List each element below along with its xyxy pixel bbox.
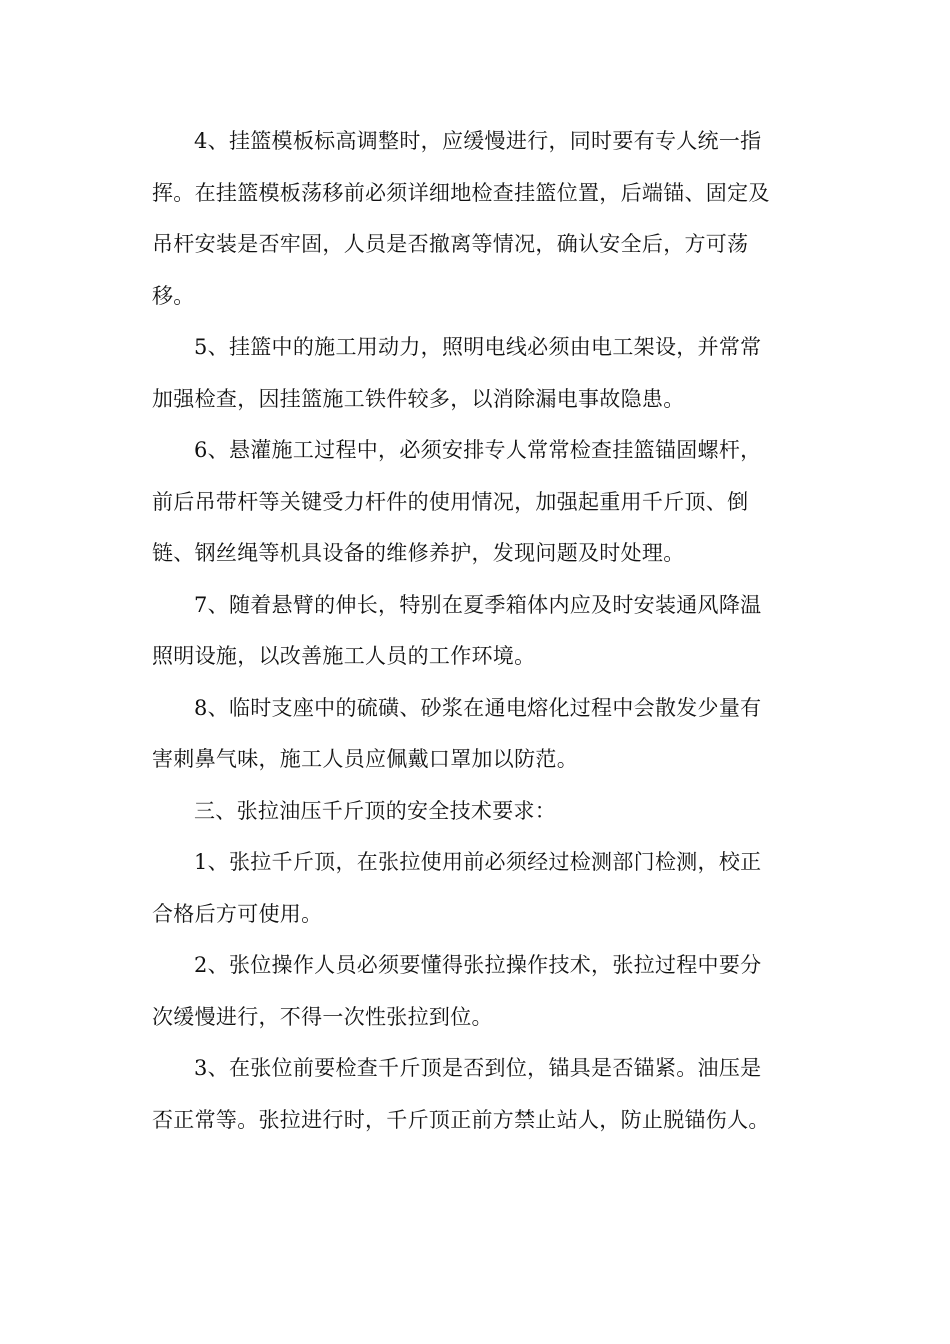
paragraph-5-power-lines: [152, 322, 800, 425]
paragraph-2-operator-skill: [152, 940, 800, 1043]
text-line: 照明设施，以改善施工人员的工作环境。: [152, 644, 536, 668]
text-line: 8、临时支座中的硫磺、砂浆在通电熔化过程中会散发少量有: [194, 695, 762, 720]
text-line: 6、悬灌施工过程中，必须安排专人常常检查挂篮锚固螺杆，: [194, 438, 762, 462]
paragraph-4-basket-formwork: [152, 116, 800, 322]
text-line: 害刺鼻气味，施工人员应佩戴口罩加以防范。: [152, 747, 578, 771]
paragraph-1-jack-calibration: [152, 837, 800, 940]
text-line: 1、张拉千斤顶，在张拉使用前必须经过检测部门检测，校正: [194, 850, 762, 874]
text-line: 合格后方可使用。: [152, 901, 323, 926]
text-line: 加强检查，因挂篮施工铁件较多，以消除漏电事故隐患。: [152, 386, 685, 411]
paragraph-3-pre-tension-check: [152, 1043, 800, 1146]
document-body: [152, 116, 800, 1146]
text-line: 2、张位操作人员必须要懂得张拉操作技术，张拉过程中要分: [194, 953, 762, 977]
paragraph-8-sulfur-mortar: [152, 683, 800, 786]
text-line: 次缓慢进行，不得一次性张拉到位。: [152, 1004, 493, 1029]
text-line: 4、挂篮模板标高调整时，应缓慢进行，同时要有专人统一指: [194, 129, 762, 153]
text-line: 链、钢丝绳等机具设备的维修养护，发现问题及时处理。: [152, 541, 685, 565]
text-line: 3、在张位前要检查千斤顶是否到位，锚具是否锚紧。油压是: [194, 1056, 762, 1080]
text-line: 吊杆安装是否牢固，人员是否撤离等情况，确认安全后，方可荡: [152, 232, 749, 256]
text-line: 前后吊带杆等关键受力杆件的使用情况，加强起重用千斤顶、倒: [152, 489, 749, 514]
text-line: 5、挂篮中的施工用动力，照明电线必须由电工架设，并常常: [194, 335, 762, 359]
text-line: 否正常等。张拉进行时，千斤顶正前方禁止站人，防止脱锚伤人。: [152, 1107, 770, 1132]
text-line: 挥。在挂篮模板荡移前必须详细地检查挂篮位置，后端锚、固定及: [152, 180, 770, 205]
text-line: 移。: [152, 283, 195, 308]
text-line: 三、张拉油压千斤顶的安全技术要求：: [194, 798, 557, 823]
section-heading-jack-safety: [152, 786, 800, 838]
text-line: 7、随着悬臂的伸长，特别在夏季箱体内应及时安装通风降温: [194, 592, 762, 617]
paragraph-6-anchor-inspection: [152, 425, 800, 580]
paragraph-7-ventilation: [152, 580, 800, 683]
